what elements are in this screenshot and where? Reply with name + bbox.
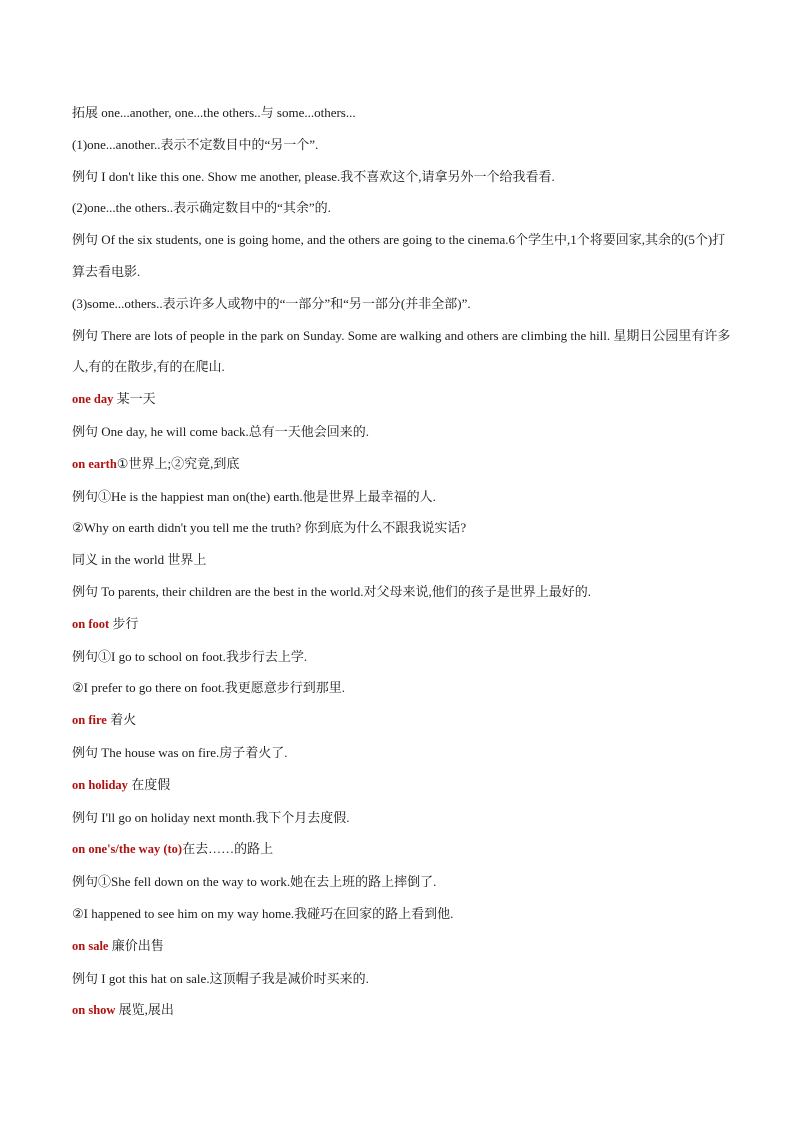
phrase-entry-on-the-way: [72, 833, 732, 866]
example-sentence: 例句 Of the six students, one is going home, and the others are going to the cinema.6个学生中,1个将要回家,其余的(5个)打算去看电影.: [72, 232, 726, 279]
example-sentence: ②I prefer to go there on foot.我更愿意步行到那里.: [72, 680, 346, 696]
phrase-meaning: 展览,展出: [115, 1002, 174, 1018]
phrase-meaning: 某一天: [113, 391, 156, 407]
phrase-meaning: 在去……的路上: [182, 841, 274, 857]
phrase-entry-on-holiday: [72, 769, 732, 802]
phrase-entry-on-show: [72, 994, 732, 1027]
phrase-term: on sale: [72, 938, 109, 953]
phrase-meaning: 着火: [106, 712, 137, 728]
phrase-term: on foot: [72, 616, 110, 631]
phrase-meaning: ①世界上;②究竟,到底: [116, 455, 240, 471]
example-sentence: 例句①I go to school on foot.我步行去上学.: [72, 648, 308, 664]
example-sentence: 例句 There are lots of people in the park on Sunday. Some are walking and others are climbing the hill. 星期日公园里有许多人,有的在散步,有的在爬山.: [72, 327, 731, 375]
document-page: [72, 97, 732, 1027]
example-sentence: 例句 I'll go on holiday next month.我下个月去度假.: [72, 809, 350, 825]
phrase-meaning: 步行: [109, 615, 139, 631]
example-sentence: ②I happened to see him on my way home.我碰巧在回家的路上看到他.: [72, 905, 454, 921]
phrase-term: one day: [72, 392, 114, 407]
phrase-entry-on-fire: [72, 704, 732, 737]
usage-note-2: (2)one...the others..表示确定数目中的“其余”的.: [72, 200, 331, 216]
example-sentence: 例句 The house was on fire.房子着火了.: [72, 744, 288, 760]
usage-note-1: (1)one...another..表示不定数目中的“另一个”.: [72, 136, 319, 152]
example-sentence: 例句①She fell down on the way to work.她在去上班的路上摔倒了.: [72, 874, 437, 890]
usage-note-3: (3)some...others..表示许多人或物中的“一部分”和“另一部分(并非全部)”.: [72, 295, 471, 311]
extension-heading: 拓展 one...another, one...the others..与 some...others...: [72, 105, 356, 120]
phrase-entry-on-sale: [72, 930, 732, 963]
example-sentence: 例句 To parents, their children are the best in the world.对父母来说,他们的孩子是世界上最好的.: [72, 583, 592, 599]
phrase-term: on fire: [72, 713, 107, 728]
phrase-meaning: 在度假: [127, 776, 171, 792]
phrase-entry-on-foot: [72, 608, 732, 641]
synonym-note: 同义 in the world 世界上: [72, 552, 207, 568]
phrase-term: on earth: [72, 456, 117, 471]
example-sentence: 例句①He is the happiest man on(the) earth.他是世界上最幸福的人.: [72, 488, 436, 504]
phrase-entry-one-day: [72, 383, 732, 416]
example-sentence: 例句 One day, he will come back.总有一天他会回来的.: [72, 423, 370, 439]
phrase-term: on one's/the way (to): [72, 842, 183, 857]
phrase-term: on show: [72, 1003, 116, 1018]
phrase-meaning: 廉价出售: [108, 937, 164, 953]
phrase-term: on holiday: [72, 777, 128, 792]
example-sentence: 例句 I got this hat on sale.这顶帽子我是减价时买来的.: [72, 970, 369, 986]
example-sentence: 例句 I don't like this one. Show me another, please.我不喜欢这个,请拿另外一个给我看看.: [72, 168, 555, 184]
phrase-entry-on-earth: [72, 448, 732, 481]
example-sentence: ②Why on earth didn't you tell me the truth? 你到底为什么不跟我说实话?: [72, 520, 467, 536]
